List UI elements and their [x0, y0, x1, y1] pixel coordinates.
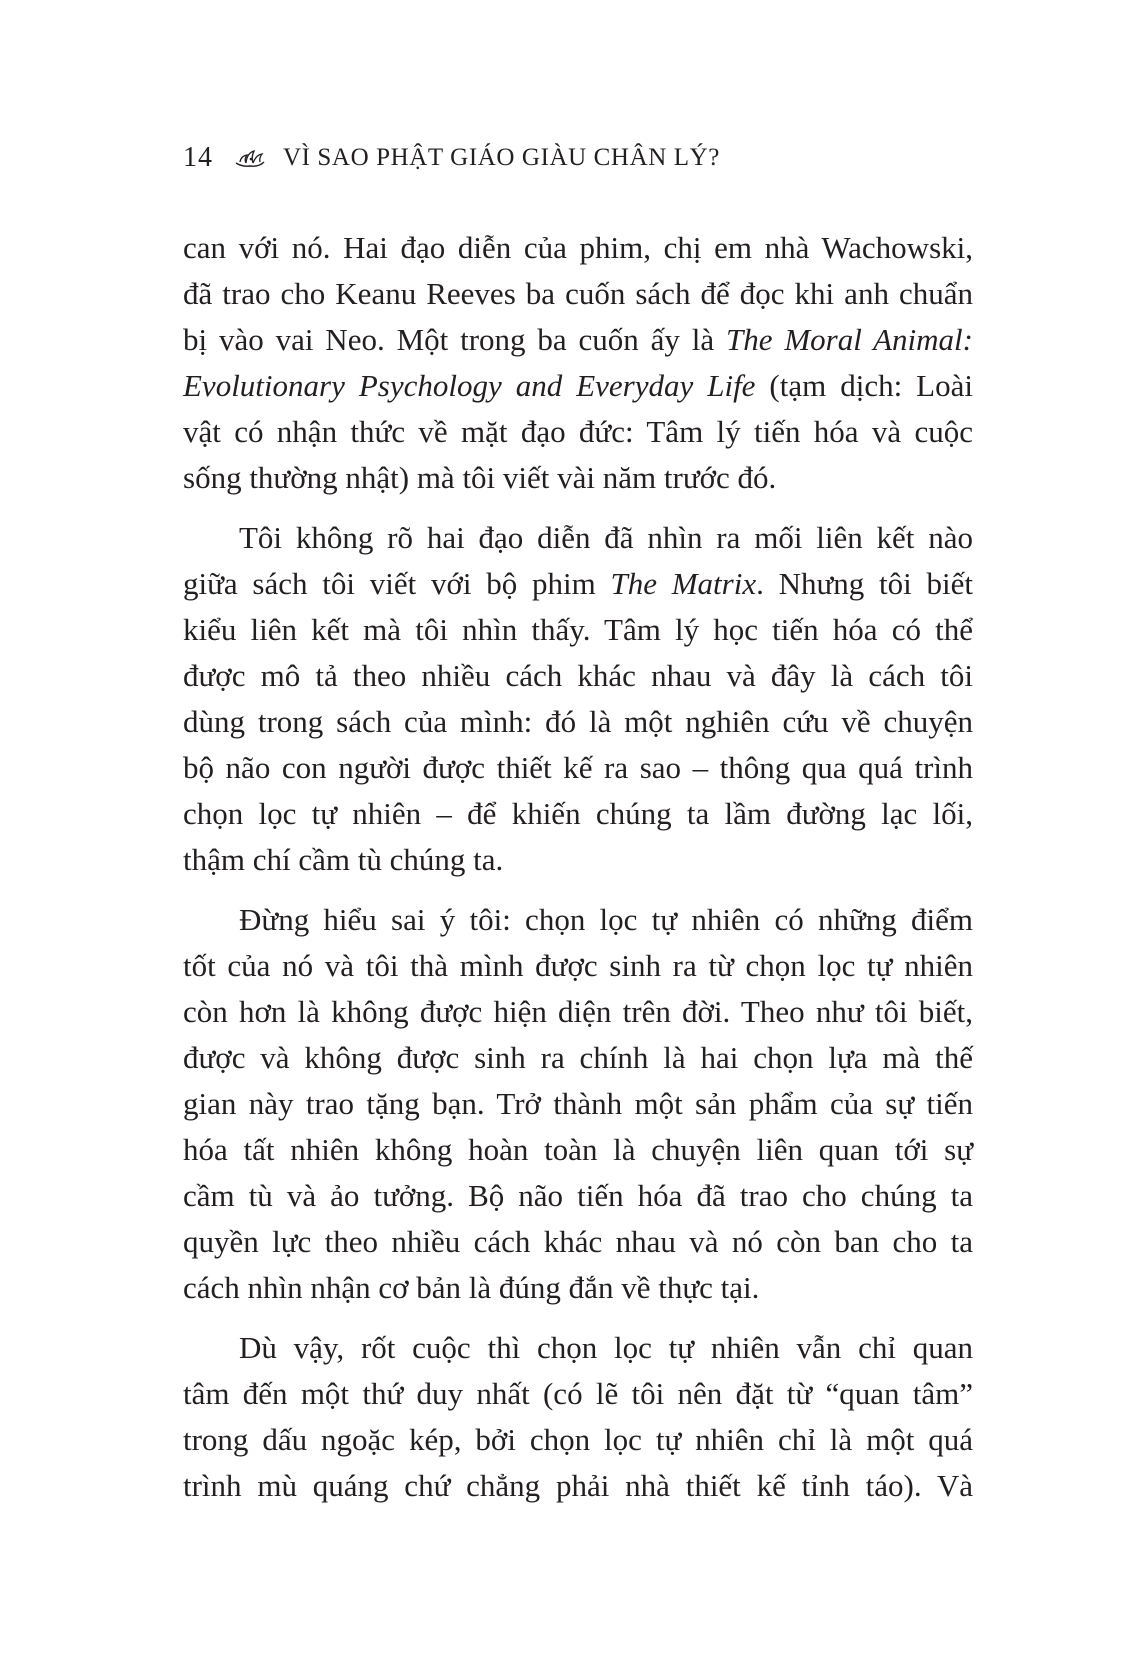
- text-line: tâm đến một thứ duy nhất (có lẽ tôi nên đặt từ “quan tâm”: [183, 1376, 973, 1411]
- text-line: trình mù quáng chứ chẳng phải nhà thiết kế tỉnh táo). Và: [183, 1468, 973, 1503]
- text-line: cách nhìn nhận cơ bản là đúng đắn về thực tại.: [183, 1270, 760, 1305]
- page-number: 14: [183, 142, 213, 173]
- text-line: được và không được sinh ra chính là hai chọn lựa mà thế: [183, 1040, 973, 1075]
- text-line: hóa tất nhiên không hoàn toàn là chuyện liên quan tới sự: [183, 1132, 973, 1167]
- paragraph-4: [183, 1325, 973, 1509]
- text-line: Đừng hiểu sai ý tôi: chọn lọc tự nhiên có những điểm: [239, 902, 973, 937]
- text-line: còn hơn là không được hiện diện trên đời. Theo như tôi biết,: [183, 994, 973, 1029]
- book-title: Evolutionary Psychology and Everyday Life: [183, 368, 756, 403]
- text-line: can với nó. Hai đạo diễn của phim, chị em nhà Wachowski,: [183, 230, 973, 265]
- text-line: chọn lọc tự nhiên – để khiến chúng ta lầm đường lạc lối,: [183, 796, 973, 831]
- text-line: gian này trao tặng bạn. Trở thành một sản phẩm của sự tiến: [183, 1086, 973, 1121]
- text-line: sống thường nhật) mà tôi viết vài năm trước đó.: [183, 460, 777, 495]
- text-line: được mô tả theo nhiều cách khác nhau và đây là cách tôi: [183, 658, 973, 693]
- text-span: (tạm dịch: Loài: [755, 368, 973, 403]
- lotus-ornament-icon: [233, 147, 267, 169]
- body-text: [183, 225, 973, 1509]
- paragraph-1: [183, 225, 973, 501]
- text-span: . Nhưng tôi biết: [756, 566, 973, 601]
- text-line: [183, 317, 973, 363]
- text-span: bị vào vai Neo. Một trong ba cuốn ấy là: [183, 322, 726, 357]
- text-line: tốt của nó và tôi thà mình được sinh ra từ chọn lọc tự nhiên: [183, 948, 973, 983]
- text-line: thậm chí cầm tù chúng ta.: [183, 842, 504, 877]
- text-line: dùng trong sách của mình: đó là một nghiên cứu về chuyện: [183, 704, 973, 739]
- text-line: trong dấu ngoặc kép, bởi chọn lọc tự nhiên chỉ là một quá: [183, 1422, 973, 1457]
- text-line: Dù vậy, rốt cuộc thì chọn lọc tự nhiên vẫn chỉ quan: [239, 1330, 973, 1365]
- text-line: Tôi không rõ hai đạo diễn đã nhìn ra mối liên kết nào: [239, 520, 973, 555]
- text-line: vật có nhận thức về mặt đạo đức: Tâm lý tiến hóa và cuộc: [183, 414, 973, 449]
- book-title: The Moral Animal:: [725, 322, 973, 357]
- text-line: [183, 363, 973, 409]
- text-line: bộ não con người được thiết kế ra sao – thông qua quá trình: [183, 750, 973, 785]
- text-line: kiểu liên kết mà tôi nhìn thấy. Tâm lý học tiến hóa có thể: [183, 612, 973, 647]
- movie-title: The Matrix: [610, 566, 757, 601]
- running-title: VÌ SAO PHẬT GIÁO GIÀU CHÂN LÝ?: [283, 144, 720, 171]
- text-span: giữa sách tôi viết với bộ phim: [183, 566, 611, 601]
- text-line: [183, 561, 973, 607]
- text-line: cầm tù và ảo tưởng. Bộ não tiến hóa đã trao cho chúng ta: [183, 1178, 973, 1213]
- text-line: đã trao cho Keanu Reeves ba cuốn sách để đọc khi anh chuẩn: [183, 276, 973, 311]
- paragraph-3: [183, 897, 973, 1311]
- paragraph-2: [183, 515, 973, 883]
- text-line: quyền lực theo nhiều cách khác nhau và nó còn ban cho ta: [183, 1224, 973, 1259]
- running-header: [183, 138, 720, 178]
